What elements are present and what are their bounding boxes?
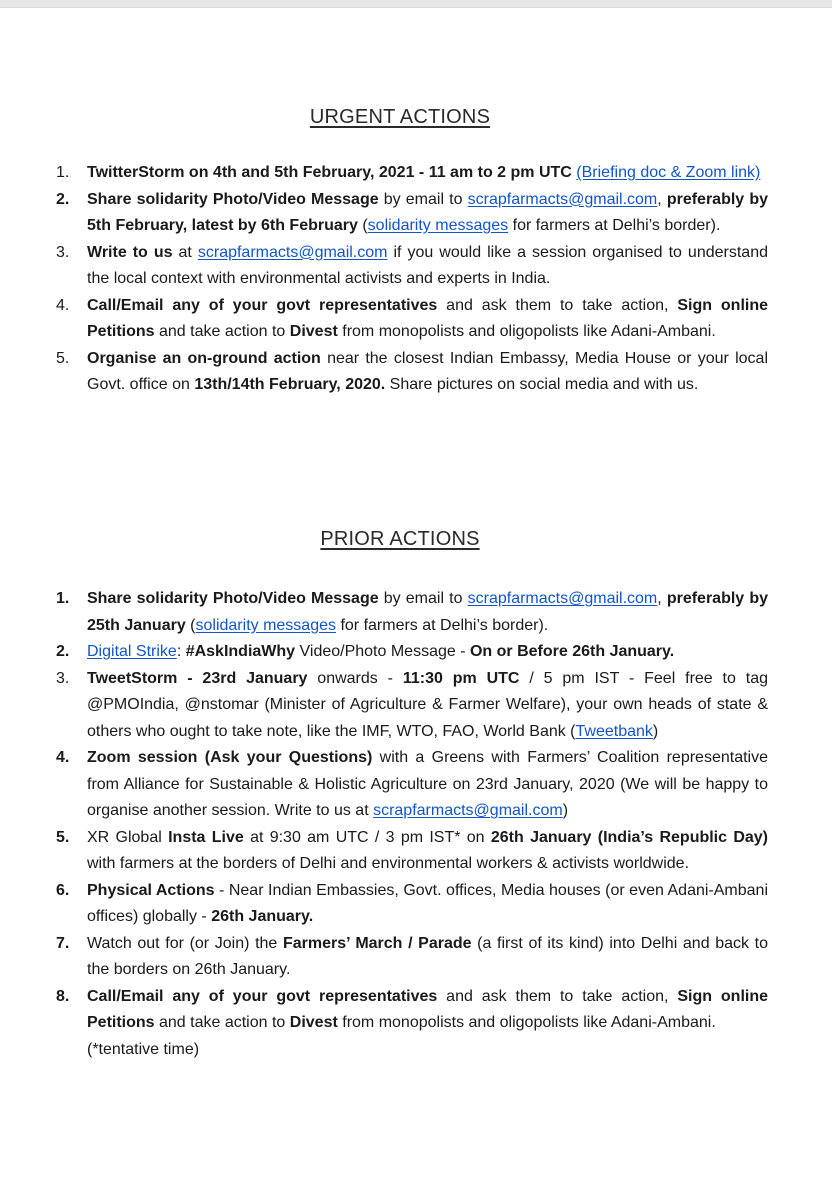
item-text: Share pictures on social media and with us.	[385, 376, 699, 393]
item-text: near the closest Indian Embassy, Media House or your local Govt. office on	[87, 349, 769, 393]
item-number: 3.	[56, 243, 70, 261]
list-item	[0, 666, 832, 746]
email-link[interactable]: scrapfarmacts@gmail.com	[467, 190, 658, 208]
item-bold-text: Share solidarity Photo/Video Message	[87, 590, 379, 607]
list-item	[0, 160, 832, 187]
item-text: )	[562, 802, 569, 819]
item-bold-text: Call/Email any of your govt representatives	[87, 296, 438, 314]
item-bold-text: preferably by 25th January	[87, 590, 768, 634]
item-bold-text: TweetStorm - 23rd January	[87, 669, 308, 687]
email-link[interactable]: scrapfarmacts@gmail.com	[467, 590, 658, 607]
item-text: XR Global	[87, 828, 169, 846]
item-bold-text: Physical Actions	[87, 881, 215, 899]
item-text: - Near Indian Embassies, Govt. offices, Media houses (or even Adani-Ambani offices) globally -	[87, 881, 768, 925]
tweetbank-link[interactable]: Tweetbank	[575, 722, 653, 740]
prior-actions-heading: PRIOR ACTIONS	[320, 528, 480, 550]
item-text: Watch out for (or Join) the	[87, 934, 283, 952]
item-bold-text: Sign online Petitions	[87, 987, 769, 1031]
item-bold-text: Insta Live	[168, 828, 244, 846]
digital-strike-link[interactable]: Digital Strike	[87, 643, 177, 660]
item-bold-text: Farmers’ March / Parade	[282, 934, 472, 952]
tentative-time-note: (*tentative time)	[87, 1040, 200, 1058]
item-bold-text: #AskIndiaWhy	[185, 643, 296, 660]
item-text: Video/Photo Message -	[295, 643, 470, 660]
list-item	[0, 293, 832, 346]
item-text: with farmers at the borders of Delhi and environmental workers & activists worldwide.	[87, 855, 690, 872]
urgent-actions-list	[0, 160, 832, 399]
list-item	[0, 187, 832, 240]
list-item	[0, 240, 832, 293]
item-bold-text: Divest	[289, 323, 338, 340]
list-item	[0, 825, 832, 878]
item-bold-text: Divest	[289, 1014, 338, 1031]
item-bold-text: Write to us	[87, 243, 173, 261]
item-text: and take action to	[154, 1014, 290, 1031]
list-item	[0, 745, 832, 825]
item-bold-text: 13th/14th February, 2020.	[194, 376, 386, 393]
item-text: for farmers at Delhi’s border).	[336, 616, 549, 634]
list-item	[0, 639, 832, 666]
solidarity-messages-link[interactable]: solidarity messages	[195, 616, 336, 634]
item-text: with a Greens with Farmers’ Coalition representative from Alliance for Sustainable & Holistic Agriculture on 23rd January, 2020 (We will be happy to organise another session. Write to us at	[87, 749, 768, 819]
item-bold-text: TwitterStorm on 4th and 5th February, 2021 - 11 am to 2 pm UTC	[87, 164, 572, 181]
item-text: / 5 pm IST - Feel free to tag @PMOIndia, @nstomar (Minister of Agriculture & Farmer Welfare), your own heads of state & others who ought to take note, like the IMF, WTO, FAO, World Bank (	[87, 669, 768, 740]
item-number: 5.	[56, 828, 70, 846]
item-text: and take action to	[154, 323, 290, 340]
item-text: at	[172, 243, 198, 261]
list-item	[0, 931, 832, 984]
item-bold-text: 11:30 pm UTC	[402, 669, 520, 687]
item-number: 4.	[56, 296, 70, 314]
item-number: 2.	[56, 190, 70, 208]
prior-actions-list	[0, 586, 832, 1063]
item-bold-text: On or Before 26th January.	[469, 643, 675, 660]
item-bold-text: Zoom session (Ask your Questions)	[87, 749, 373, 766]
item-text: (	[185, 616, 196, 634]
item-text: from monopolists and oligopolists like Adani-Ambani.	[337, 323, 716, 340]
item-text: (	[357, 217, 368, 234]
item-number: 7.	[56, 934, 70, 952]
item-text: and ask them to take action,	[437, 296, 678, 314]
item-bold-text: Organise an on-ground action	[87, 349, 321, 367]
list-item	[0, 984, 832, 1037]
item-text: onwards -	[307, 669, 403, 687]
item-number: 4.	[56, 749, 70, 766]
email-link[interactable]: scrapfarmacts@gmail.com	[197, 243, 388, 261]
item-text: :	[176, 643, 186, 660]
item-text: for farmers at Delhi’s border).	[508, 217, 721, 234]
urgent-actions-heading: URGENT ACTIONS	[309, 106, 491, 128]
item-bold-text: Call/Email any of your govt representatives	[87, 987, 438, 1005]
item-text: at 9:30 am UTC / 3 pm IST* on	[243, 828, 491, 846]
item-number: 5.	[56, 349, 70, 367]
email-link[interactable]: scrapfarmacts@gmail.com	[373, 802, 563, 819]
solidarity-messages-link[interactable]: solidarity messages	[367, 217, 509, 234]
item-bold-text: Sign online Petitions	[87, 296, 769, 340]
item-text: if you would like a session organised to understand the local context with environmental activists and experts in India.	[87, 243, 768, 287]
item-text: ,	[657, 590, 667, 607]
item-text: ,	[657, 190, 667, 208]
list-item	[0, 586, 832, 639]
briefing-doc-link[interactable]: (Briefing doc & Zoom link)	[576, 164, 761, 181]
list-item	[0, 878, 832, 931]
item-text: )	[652, 722, 659, 740]
item-text: (a first of its kind) into Delhi and back to the borders on 26th January.	[87, 934, 769, 978]
item-number: 1.	[56, 164, 70, 181]
item-text: and ask them to take action,	[437, 987, 678, 1005]
item-bold-text: preferably by 5th February, latest by 6th February	[87, 190, 768, 234]
item-number: 2.	[56, 643, 70, 660]
item-text: by email to	[378, 590, 468, 607]
list-item	[0, 346, 832, 399]
item-bold-text: Share solidarity Photo/Video Message	[87, 190, 379, 208]
item-number: 1.	[56, 590, 70, 607]
item-number: 8.	[56, 987, 70, 1005]
item-number: 3.	[56, 669, 70, 687]
item-text: by email to	[378, 190, 468, 208]
item-bold-text: 26th January (India’s Republic Day)	[490, 828, 769, 846]
item-text: from monopolists and oligopolists like Adani-Ambani.	[337, 1014, 716, 1031]
item-bold-text: 26th January.	[211, 908, 314, 925]
item-number: 6.	[56, 881, 70, 899]
